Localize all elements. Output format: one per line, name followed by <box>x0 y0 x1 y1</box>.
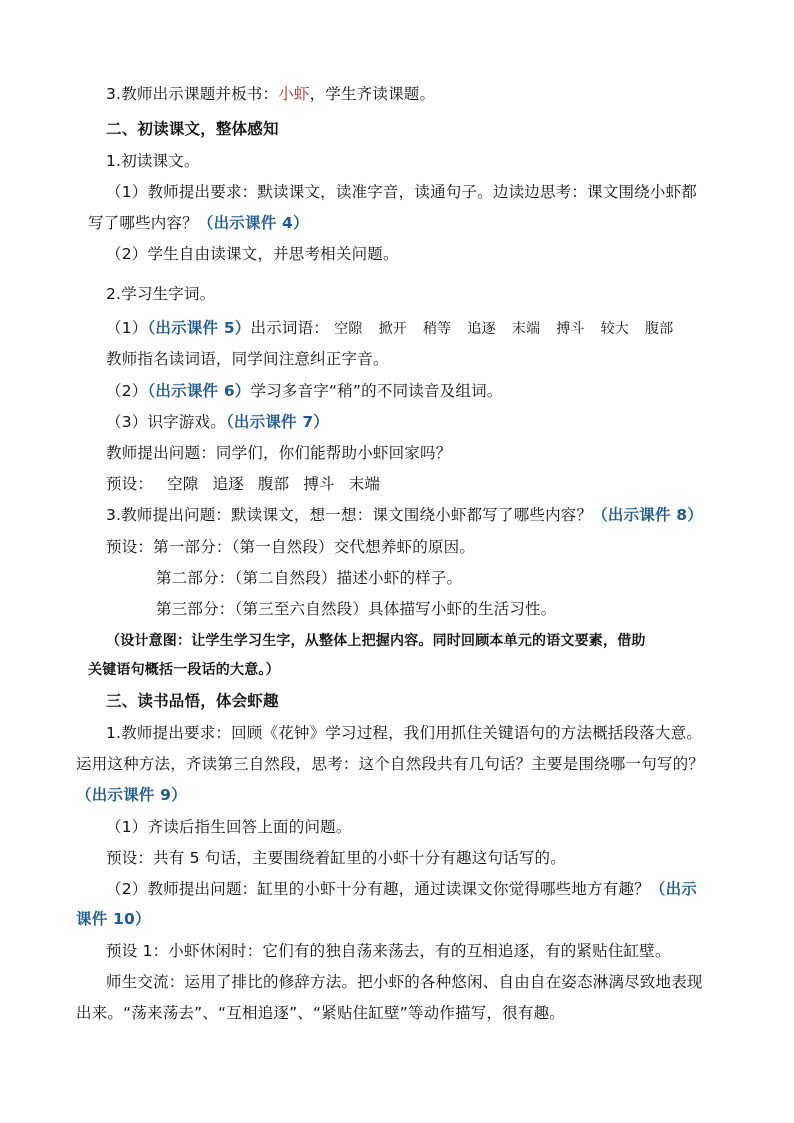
step-2-2: （2）（出示课件 6）学习多音字“稍”的不同读音及组词。 <box>106 382 503 400</box>
design-intent-cont: 关键语句概括一段话的大意。） <box>88 662 280 678</box>
vocab-word: 空隙 <box>334 321 363 337</box>
step-2-3: （3）识字游戏。（出示课件 7） <box>106 413 330 431</box>
preset-1: 预设 1：小虾休闲时：它们有的独自荡来荡去，有的互相追逐，有的紧贴住缸壁。 <box>106 942 671 960</box>
step-2-1: （1）（出示课件 5）出示词语： 空隙 掀开 稍等 追逐 末端 搏斗 较大 腹部 <box>106 317 689 340</box>
question-help-shrimp: 教师提出问题：同学们，你们能帮助小虾回家吗？ <box>106 444 452 462</box>
preset-5-sentences: 预设：共有 5 句话，主要围绕着缸里的小虾十分有趣这句话写的。 <box>106 849 566 867</box>
preset-part-3: 第三部分：（第三至六自然段）具体描写小虾的生活习性。 <box>156 600 557 618</box>
vocab-word: 末端 <box>511 321 541 337</box>
step-3-1-1: （1）齐读后指生回答上面的问题。 <box>106 818 352 836</box>
lesson-title: 小虾 <box>278 85 310 103</box>
section-heading-2: 二、初读课文，整体感知 <box>106 120 279 138</box>
vocab-word: 腹部 <box>645 321 674 337</box>
line-3-intro: 3.教师出示课题并板书：小虾，学生齐读课题。 <box>106 85 436 103</box>
courseware-tag: （出示课件 5） <box>147 319 251 337</box>
step-2-words: 2.学习生字词。 <box>106 285 216 303</box>
courseware-tag: （出示课件 6） <box>147 382 251 400</box>
preset-part-2: 第二部分：（第二自然段）描述小虾的样子。 <box>156 569 463 587</box>
design-intent: （设计意图：让学生学习生字，从整体上把握内容。同时回顾本单元的语文要素，借助 <box>106 633 646 649</box>
vocab-word: 搏斗 <box>556 321 585 337</box>
step-3-1-cont: 运用这种方法，齐读第三自然段，思考：这个自然段共有几句话？主要是围绕哪一句写的？ <box>76 755 705 773</box>
step-1-2: （2）学生自由读课文，并思考相关问题。 <box>106 245 399 263</box>
step-3-question: 3.教师提出问题：默读课文，想一想：课文围绕小虾都写了哪些内容？（出示课件 8） <box>106 506 703 524</box>
step-1-read: 1.初读课文。 <box>106 152 200 170</box>
vocab-word: 追逐 <box>467 321 496 337</box>
step-3-1-2: （2）教师提出问题：缸里的小虾十分有趣，通过读课文你觉得哪些地方有趣？（出示 <box>106 880 697 898</box>
courseware-tag: （出示课件 9） <box>76 786 187 804</box>
vocab-word: 掀开 <box>378 321 407 337</box>
courseware-tag-cont: 课件 10） <box>76 910 151 928</box>
preset-words: 预设： 空隙 追逐 腹部 搏斗 末端 <box>106 475 381 493</box>
courseware-tag: （出示课件 4） <box>197 214 309 232</box>
step-1-1-cont: 写了哪些内容？（出示课件 4） <box>88 214 309 232</box>
courseware-tag: （出示课件 8） <box>592 506 703 524</box>
preset-part-1: 预设：第一部分：（第一自然段）交代想养虾的原因。 <box>106 538 476 556</box>
discussion: 师生交流：运用了排比的修辞方法。把小虾的各种悠闲、自由自在姿态淋漓尽致地表现 <box>106 973 703 991</box>
section-heading-3: 三、读书品悟，体会虾趣 <box>106 692 279 710</box>
step-2-read-words: 教师指名读词语，同学间注意纠正字音。 <box>106 350 389 368</box>
discussion-cont: 出来。“荡来荡去”、“互相追逐”、“紧贴住缸壁”等动作描写，很有趣。 <box>76 1004 565 1022</box>
courseware-tag: （出示课件 7） <box>225 413 330 431</box>
vocab-word: 稍等 <box>422 321 452 337</box>
vocab-word: 较大 <box>600 321 630 337</box>
step-3-1-requirement: 1.教师提出要求：回顾《花钟》学习过程，我们用抓住关键语句的方法概括段落大意。 <box>106 724 703 742</box>
vocab-list <box>329 319 689 337</box>
step-1-1-requirement: （1）教师提出要求：默读课文，读准字音，读通句子。边读边思考：课文围绕小虾都 <box>106 183 697 201</box>
courseware-tag: （出示 <box>649 880 697 898</box>
